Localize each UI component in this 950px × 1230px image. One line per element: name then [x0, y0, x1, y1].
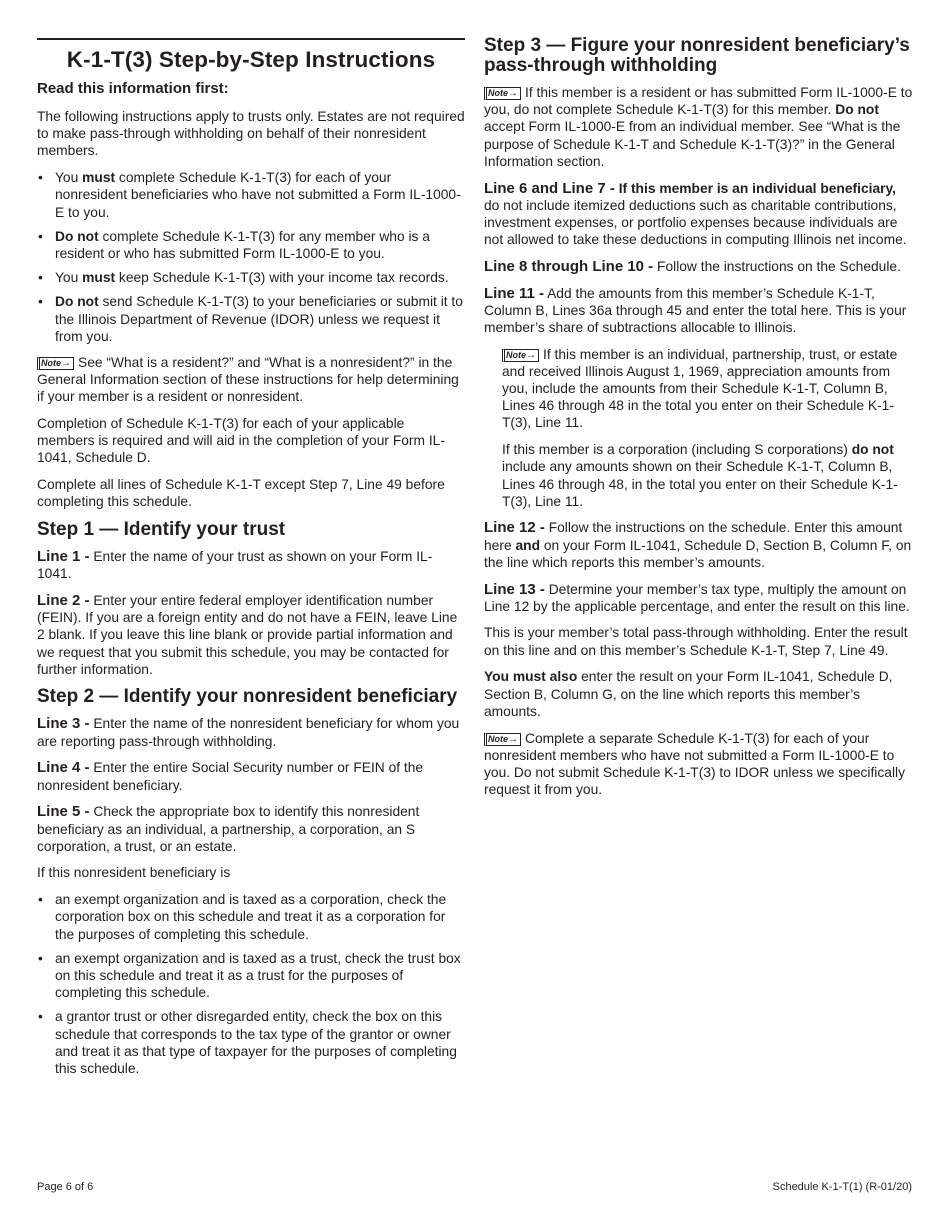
bullet-icon: •	[38, 892, 43, 908]
line11-note: Note→ If this member is an individual, partnership, trust, or estate and received Illinois August 1, 1969, appreciation amounts from you, include the amounts from their Schedule K-1-T, Column B, Lines 46 through 48 in the total you enter on their Schedule K-1-T(3), Line 11.	[502, 346, 898, 431]
line2-instruction: Line 2 - Enter your entire federal employer identification number (FEIN). If you are a foreign entity and do not have a FEIN, leave Line 2 blank. If you leave this line blank or provide partial information and we request that you submit this schedule, you may be contacted for further information.	[37, 591, 458, 677]
step2-heading: Step 2 — Identify your nonresident beneficiary	[37, 686, 458, 708]
read-first-heading: Read this information first:	[37, 80, 229, 97]
line6-7-instruction: Line 6 and Line 7 - If this member is an individual beneficiary, do not include itemized deductions such as charitable contributions, investment expenses, or portfolio expenses because individuals are not allowed to take these deductions in computing Illinois net income.	[484, 179, 907, 248]
page-number: Page 6 of 6	[37, 1181, 94, 1193]
intro-paragraph: The following instructions apply to trusts only. Estates are not required to make pass-through withholding on behalf of their nonresident members.	[37, 109, 465, 159]
note-icon: Note→	[484, 87, 521, 100]
bullet-icon: •	[38, 950, 43, 966]
list-item: • an exempt organization and is taxed as a trust, check the trust box on this schedule and treat it as a trust for the purposes of completing this schedule.	[38, 950, 461, 1001]
line1-instruction: Line 1 - Enter the name of your trust as shown on your Form IL-1041.	[37, 548, 433, 582]
list-item: • You must keep Schedule K-1-T(3) with your income tax records.	[38, 270, 449, 286]
must-also: You must also enter the result on your Form IL-1041, Schedule D, Section B, Column G, on the line which reports this member’s amounts.	[484, 669, 893, 719]
line5-instruction: Line 5 - Check the appropriate box to identify this nonresident beneficiary as an individual, a partnership, a corporation, an S corporation, a trust, or an estate.	[37, 803, 420, 854]
bullet-icon: •	[38, 170, 43, 186]
line4-instruction: Line 4 - Enter the entire Social Security number or FEIN of the nonresident beneficiary.	[37, 759, 424, 793]
complete-all-paragraph: Complete all lines of Schedule K-1-T except Step 7, Line 49 before completing this schedule.	[37, 477, 445, 510]
right-column	[484, 0, 914, 808]
line13-instruction: Line 13 - Determine your member’s tax type, multiply the amount on Line 12 by the applicable percentage, and enter the result on this line.	[484, 580, 910, 614]
requirements-list	[37, 169, 465, 345]
bullet-icon: •	[38, 1009, 43, 1025]
list-item: • Do not send Schedule K-1-T(3) to your beneficiaries or submit it to the Illinois Department of Revenue (IDOR) unless we request it from you.	[38, 294, 463, 344]
note-icon: Note→	[502, 349, 539, 362]
note-icon: Note→	[484, 733, 521, 746]
if-this-beneficiary: If this nonresident beneficiary is	[37, 865, 231, 881]
final-note: Note→ Complete a separate Schedule K-1-T(3) for each of your nonresident members who have not submitted a Form IL-1000-E to you. Do not submit Schedule K-1-T(3) to IDOR unless we specifically request it from you.	[484, 730, 905, 798]
page-title: K-1-T(3) Step-by-Step Instructions	[66, 47, 436, 72]
line11-instruction: Line 11 - Add the amounts from this member’s Schedule K-1-T, Column B, Lines 36a through 45 and enter the total here. This is your member’s share of subtractions allocable to Illinois.	[484, 284, 907, 335]
list-item: • an exempt organization and is taxed as a corporation, check the corporation box on this schedule and treat it as a corporation for the purposes of completing this schedule.	[38, 892, 447, 942]
resident-note: Note→ See “What is a resident?” and “What is a nonresident?” in the General Information section of these instructions for help determining if your member is a resident or nonresident.	[37, 354, 459, 405]
exempt-list	[37, 891, 465, 1077]
top-rule	[37, 38, 465, 40]
step1-heading: Step 1 — Identify your trust	[37, 519, 286, 541]
total-withholding: This is your member’s total pass-through withholding. Enter the result on this line and on this member’s Schedule K-1-T, Step 7, Line 49.	[484, 625, 908, 658]
note-icon: Note→	[37, 357, 74, 370]
line11-corporation: If this member is a corporation (including S corporations) do not include any amounts shown on their Schedule K-1-T, Column B, Lines 46 through 48, in the total you enter on their Schedule K-1-T(3), Line 11.	[502, 442, 898, 509]
line12-instruction: Line 12 - Follow the instructions on the schedule. Enter this amount here and on your Form IL-1041, Schedule D, Section B, Column F, on the line which reports this member’s amounts.	[484, 519, 912, 570]
completion-paragraph: Completion of Schedule K-1-T(3) for each of your applicable members is required and will aid in the completion of your Form IL-1041, Schedule D.	[37, 416, 445, 466]
form-identifier: Schedule K-1-T(1) (R-01/20)	[772, 1181, 912, 1193]
bullet-icon: •	[38, 228, 43, 244]
step3-heading: Step 3 — Figure your nonresident beneficiary’s pass-through withholding	[484, 35, 910, 76]
list-item: • Do not complete Schedule K-1-T(3) for any member who is a resident or who has submitted Form IL-1000-E to you.	[38, 228, 430, 261]
bullet-icon: •	[38, 270, 43, 286]
line3-instruction: Line 3 - Enter the name of the nonresident beneficiary for whom you are reporting pass-through withholding.	[37, 715, 460, 749]
bullet-icon: •	[38, 294, 43, 310]
left-column	[37, 0, 465, 1086]
list-item: • a grantor trust or other disregarded entity, check the box on this schedule that corresponds to the tax type of the grantor or owner and treat it as that type of taxpayer for the purposes of completing this schedule.	[38, 1009, 457, 1076]
resident-member-note: Note→ If this member is a resident or has submitted Form IL-1000-E to you, do not complete Schedule K-1-T(3) for this member. Do not accept Form IL-1000-E from an individual member. See “What is the purpose of Schedule K-1-T and Schedule K-1-T(3)?” in the General Information section.	[484, 85, 913, 169]
line8-10-instruction: Line 8 through Line 10 - Follow the instructions on the Schedule.	[484, 257, 901, 275]
list-item: • You must complete Schedule K-1-T(3) for each of your nonresident beneficiaries who have not submitted a Form IL-1000-E to you.	[38, 170, 461, 220]
